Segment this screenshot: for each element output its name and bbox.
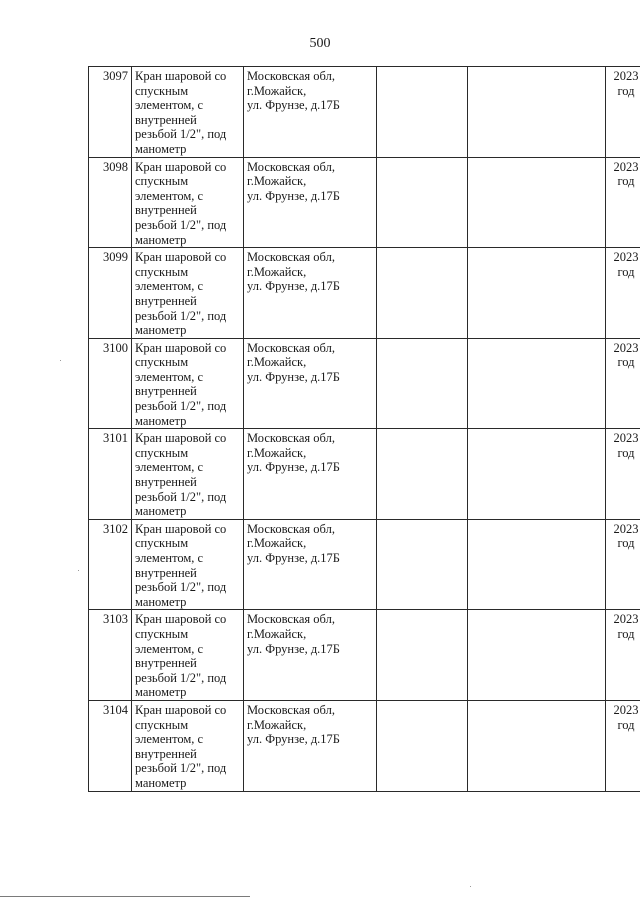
cell-item-number: 3103 bbox=[89, 610, 132, 701]
item-name-line: манометр bbox=[135, 504, 187, 519]
cell-item-name bbox=[132, 67, 244, 158]
item-name-line: спускным bbox=[135, 174, 189, 189]
item-name-line: внутренней bbox=[135, 475, 197, 490]
year-line: год bbox=[617, 264, 635, 279]
cell-item-name bbox=[132, 700, 244, 791]
item-name-line: манометр bbox=[135, 141, 187, 156]
year-line: 2023 bbox=[613, 612, 639, 627]
address-line: Московская обл, bbox=[247, 250, 335, 265]
table-row bbox=[89, 67, 640, 158]
table-row bbox=[89, 700, 640, 791]
address-line: Московская обл, bbox=[247, 612, 335, 627]
item-name-line: элементом, с bbox=[135, 98, 204, 113]
item-name-line: Кран шаровой со bbox=[135, 340, 227, 355]
address-line: ул. Фрунзе, д.17Б bbox=[247, 188, 340, 203]
item-name-line: Кран шаровой со bbox=[135, 159, 227, 174]
item-name-line: элементом, с bbox=[135, 279, 204, 294]
cell-item-name bbox=[132, 429, 244, 520]
cell-year bbox=[606, 338, 640, 429]
year-line: 2023 bbox=[613, 702, 639, 717]
cell-item-number: 3104 bbox=[89, 700, 132, 791]
address-line: ул. Фрунзе, д.17Б bbox=[247, 460, 340, 475]
item-name-line: спускным bbox=[135, 626, 189, 641]
year-line: 2023 bbox=[613, 159, 639, 174]
item-name-line: элементом, с bbox=[135, 188, 204, 203]
address-line: г.Можайск, bbox=[247, 83, 307, 98]
cell-empty bbox=[377, 429, 468, 520]
item-name-line: спускным bbox=[135, 717, 189, 732]
cell-empty bbox=[468, 700, 606, 791]
cell-address bbox=[244, 67, 377, 158]
address-line: ул. Фрунзе, д.17Б bbox=[247, 641, 340, 656]
cell-empty bbox=[468, 67, 606, 158]
table-row bbox=[89, 248, 640, 339]
cell-address bbox=[244, 248, 377, 339]
cell-empty bbox=[377, 157, 468, 248]
item-name-line: резьбой 1/2", под bbox=[135, 127, 227, 142]
cell-address bbox=[244, 157, 377, 248]
item-name-line: элементом, с bbox=[135, 732, 204, 747]
year-line: год bbox=[617, 717, 635, 732]
address-line: ул. Фрунзе, д.17Б bbox=[247, 551, 340, 565]
item-name-line: манометр bbox=[135, 232, 187, 247]
cell-year bbox=[606, 67, 640, 158]
address-line: Московская обл, bbox=[247, 340, 335, 355]
cell-year bbox=[606, 248, 640, 339]
cell-address bbox=[244, 700, 377, 791]
item-name-line: элементом, с bbox=[135, 369, 204, 384]
cell-empty bbox=[468, 429, 606, 520]
item-name-line: спускным bbox=[135, 355, 189, 370]
item-name-line: резьбой 1/2", под bbox=[135, 217, 227, 232]
item-name-line: внутренней bbox=[135, 565, 197, 580]
item-name-line: Кран шаровой со bbox=[135, 69, 227, 83]
year-line: год bbox=[617, 174, 635, 189]
item-name-line: резьбой 1/2", под bbox=[135, 399, 227, 414]
item-name-line: резьбой 1/2", под bbox=[135, 308, 227, 323]
address-line: ул. Фрунзе, д.17Б bbox=[247, 732, 340, 747]
address-line: г.Можайск, bbox=[247, 626, 307, 641]
cell-item-number: 3101 bbox=[89, 429, 132, 520]
item-name-line: элементом, с bbox=[135, 641, 204, 656]
cell-item-number: 3098 bbox=[89, 157, 132, 248]
address-line: Московская обл, bbox=[247, 69, 335, 83]
asset-register-table bbox=[88, 66, 640, 792]
item-name-line: спускным bbox=[135, 83, 189, 98]
cell-item-number: 3102 bbox=[89, 519, 132, 610]
year-line: год bbox=[617, 536, 635, 551]
table-row bbox=[89, 610, 640, 701]
address-line: г.Можайск, bbox=[247, 717, 307, 732]
address-line: г.Можайск, bbox=[247, 445, 307, 460]
item-name-line: элементом, с bbox=[135, 460, 204, 475]
scan-speck bbox=[470, 886, 471, 887]
item-name-line: внутренней bbox=[135, 293, 197, 308]
cell-year bbox=[606, 519, 640, 610]
item-name-line: Кран шаровой со bbox=[135, 612, 227, 627]
item-name-line: манометр bbox=[135, 323, 187, 338]
item-name-line: спускным bbox=[135, 445, 189, 460]
item-name-line: Кран шаровой со bbox=[135, 702, 227, 717]
cell-item-name bbox=[132, 338, 244, 429]
scan-speck bbox=[60, 360, 61, 361]
address-line: ул. Фрунзе, д.17Б bbox=[247, 98, 340, 113]
item-name-line: манометр bbox=[135, 594, 187, 609]
year-line: год bbox=[617, 83, 635, 98]
address-line: ул. Фрунзе, д.17Б bbox=[247, 279, 340, 294]
year-line: год bbox=[617, 355, 635, 370]
address-line: Московская обл, bbox=[247, 159, 335, 174]
item-name-line: внутренней bbox=[135, 746, 197, 761]
address-line: Московская обл, bbox=[247, 431, 335, 446]
address-line: г.Можайск, bbox=[247, 174, 307, 189]
address-line: г.Можайск, bbox=[247, 355, 307, 370]
item-name-line: резьбой 1/2", под bbox=[135, 580, 227, 595]
cell-empty bbox=[468, 338, 606, 429]
table-row bbox=[89, 338, 640, 429]
item-name-line: спускным bbox=[135, 536, 189, 551]
cell-address bbox=[244, 610, 377, 701]
cell-empty bbox=[468, 519, 606, 610]
cell-empty bbox=[377, 519, 468, 610]
cell-year bbox=[606, 610, 640, 701]
cell-year bbox=[606, 429, 640, 520]
cell-item-name bbox=[132, 157, 244, 248]
year-line: год bbox=[617, 445, 635, 460]
item-name-line: спускным bbox=[135, 264, 189, 279]
year-line: 2023 bbox=[613, 431, 639, 446]
table-row bbox=[89, 519, 640, 610]
address-line: Московская обл, bbox=[247, 521, 335, 536]
cell-item-name bbox=[132, 248, 244, 339]
cell-item-number: 3097 bbox=[89, 67, 132, 158]
item-name-line: элементом, с bbox=[135, 551, 204, 565]
cell-address bbox=[244, 519, 377, 610]
item-name-line: Кран шаровой со bbox=[135, 431, 227, 446]
item-name-line: манометр bbox=[135, 775, 187, 790]
scan-edge-line bbox=[0, 896, 250, 897]
cell-item-name bbox=[132, 519, 244, 610]
address-line: г.Можайск, bbox=[247, 264, 307, 279]
cell-item-name bbox=[132, 610, 244, 701]
cell-item-number: 3100 bbox=[89, 338, 132, 429]
item-name-line: внутренней bbox=[135, 384, 197, 399]
item-name-line: внутренней bbox=[135, 112, 197, 127]
address-line: ул. Фрунзе, д.17Б bbox=[247, 369, 340, 384]
item-name-line: внутренней bbox=[135, 203, 197, 218]
year-line: 2023 bbox=[613, 69, 639, 83]
cell-empty bbox=[377, 248, 468, 339]
year-line: 2023 bbox=[613, 250, 639, 265]
year-line: 2023 bbox=[613, 340, 639, 355]
cell-empty bbox=[468, 248, 606, 339]
table-row bbox=[89, 157, 640, 248]
cell-year bbox=[606, 700, 640, 791]
cell-empty bbox=[377, 700, 468, 791]
address-line: Московская обл, bbox=[247, 702, 335, 717]
item-name-line: внутренней bbox=[135, 656, 197, 671]
year-line: 2023 bbox=[613, 521, 639, 536]
address-line: г.Можайск, bbox=[247, 536, 307, 551]
cell-empty bbox=[468, 157, 606, 248]
table-row bbox=[89, 429, 640, 520]
cell-empty bbox=[468, 610, 606, 701]
cell-empty bbox=[377, 67, 468, 158]
item-name-line: манометр bbox=[135, 413, 187, 428]
item-name-line: резьбой 1/2", под bbox=[135, 489, 227, 504]
item-name-line: резьбой 1/2", под bbox=[135, 670, 227, 685]
page-number: 500 bbox=[309, 36, 331, 51]
item-name-line: резьбой 1/2", под bbox=[135, 761, 227, 776]
year-line: год bbox=[617, 626, 635, 641]
cell-empty bbox=[377, 610, 468, 701]
cell-address bbox=[244, 429, 377, 520]
cell-address bbox=[244, 338, 377, 429]
cell-empty bbox=[377, 338, 468, 429]
cell-year bbox=[606, 157, 640, 248]
item-name-line: Кран шаровой со bbox=[135, 250, 227, 265]
item-name-line: Кран шаровой со bbox=[135, 521, 227, 536]
item-name-line: манометр bbox=[135, 685, 187, 700]
cell-item-number: 3099 bbox=[89, 248, 132, 339]
scan-speck bbox=[78, 570, 79, 571]
table-body bbox=[89, 67, 640, 792]
